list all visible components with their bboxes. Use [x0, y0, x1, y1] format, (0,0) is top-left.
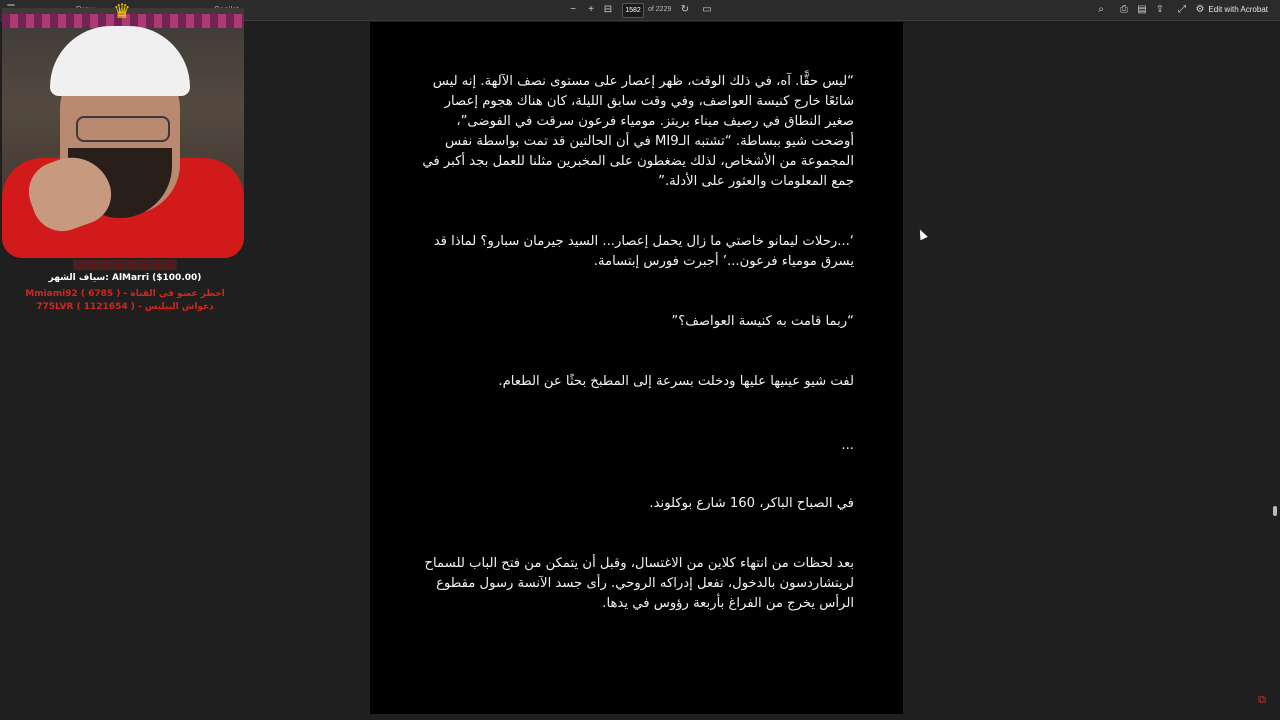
paragraph-1: “ليس حقًّا. آه، في ذلك الوقت، ظهر إعصار على مستوى نصف الآلهة. إنه ليس شائعًا خارج كنيسة العواصف، وفي وقت سابق الليلة، كان هناك هجوم إعصار صغير النطاق في رصيف ميناء بريتز. مومياء فرعون سرقت في الفوضى”، أوضحت شيو ببساطة. “تشتبه الـMI9 في أن الحالتين قد تمت بواسطة نفس المجموعة من الأشخاص، لذلك يضغطون على المخبرين مثلنا للعمل بجد أكبر في جمع المعلومات والعثور على الأدلة.” [422, 74, 854, 189]
gear-icon[interactable]: ⚙ [1195, 4, 1205, 15]
webcam-overlay [2, 8, 244, 258]
share-icon[interactable]: ⇪ [1155, 4, 1165, 15]
document-page [370, 22, 903, 714]
scrollbar-thumb[interactable] [1273, 506, 1277, 516]
page-total: of 2229 [648, 6, 672, 13]
paragraph-4: لفت شيو عينيها عليها ودخلت بسرعة إلى المطبخ بحثًا عن الطعام. [498, 374, 854, 389]
zoom-in-button[interactable]: + [588, 4, 594, 15]
fullscreen-icon[interactable]: ⤢ [1178, 4, 1186, 15]
paragraph-6: في الصباح الباكر، 160 شارع بوكلوند. [649, 496, 854, 511]
crown-icon: ♛ [113, 0, 131, 23]
print-icon[interactable]: ⎙ [1120, 4, 1128, 15]
save-icon[interactable]: ▤ [1137, 4, 1147, 15]
rotate-icon[interactable]: ↻ [680, 4, 690, 15]
paragraph-2: ‘...رحلات ليمانو خاصتي ما زال يحمل إعصار... السيد جيرمان سبارو؟ لماذا قد يسرق مومياء فرعون...’ أجبرت فورس إبتسامة. [433, 234, 854, 269]
top-member-line-1: Mmiami92 ( 6785 ) - اخطر عضو في القناة [25, 289, 225, 299]
zoom-out-button[interactable]: − [570, 4, 576, 15]
paragraph-7: بعد لحظات من انتهاء كلاين من الاغتسال، وقبل أن يتمكن من فتح الباب للسماح لريتشاردسون بالدخول، تفعل إدراكه الروحي. رأى جسد الآنسة رسول مقطوع الرأس يخرج من الفراغ بأربعة رؤوس في يدها. [424, 556, 854, 611]
acrobat-icon[interactable]: ⧉ [1258, 693, 1266, 706]
mouse-cursor-icon [916, 228, 927, 240]
overlay-dim-line: ▒▒▒▒▒▒▒▒▒▒▒▒▒▒▒ [73, 261, 177, 271]
page-view-icon[interactable]: ▭ [702, 4, 712, 15]
streamer-cap [50, 26, 190, 96]
search-icon[interactable]: ⌕ [1098, 4, 1104, 15]
paragraph-3: “ربما قامت به كنيسة العواصف؟” [671, 314, 854, 329]
top-member-line-2: 775LVR ( 1121654 ) - دعواش البيليس [36, 302, 214, 312]
edit-with-acrobat-button[interactable]: Edit with Acrobat [1208, 5, 1268, 14]
fit-page-icon[interactable]: ⊟ [603, 4, 613, 15]
streamer-glasses [76, 116, 170, 142]
paragraph-5: ... [841, 438, 854, 453]
page-number-input[interactable]: 1582 [622, 3, 644, 18]
monthly-supporter-line: سياف الشهر: AlMarri ($100.00) [48, 273, 202, 283]
